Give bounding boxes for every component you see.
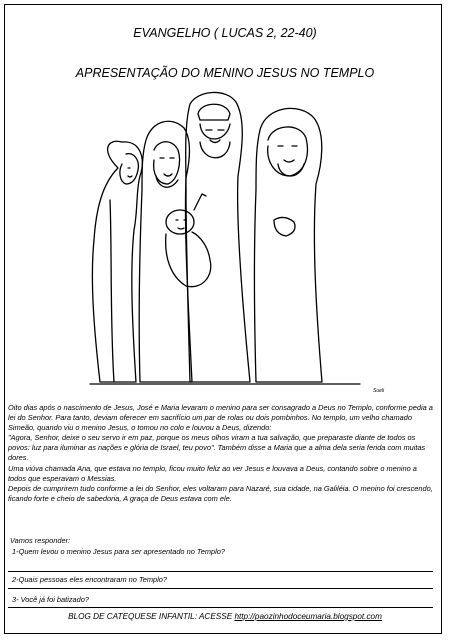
- mary-figure: [92, 141, 142, 382]
- presentation-illustration: [60, 80, 390, 402]
- footer-text: BLOG DE CATEQUESE INFANTIL: ACESSE: [68, 612, 235, 621]
- page-title: APRESENTAÇÃO DO MENINO JESUS NO TEMPLO: [75, 66, 375, 80]
- story-paragraph: Depois de cumprirem tudo conforme a lei do Senhor, eles voltaram para Nazaré, sua cidade, na Galiléia. O menino foi crescendo, ficando forte e cheio de sabedoria, A graça de Deus estava com ele.: [8, 483, 433, 503]
- question-3: 3- Você já foi batizado?: [12, 595, 89, 604]
- artist-signature: Sueli: [373, 388, 385, 394]
- anna-figure: [255, 108, 323, 382]
- questions-heading: Vamos responder:: [10, 536, 71, 545]
- baby-jesus-figure: [166, 194, 211, 287]
- blog-link[interactable]: http://paozinhodoceumaria.blogspot.com: [234, 612, 382, 621]
- question-1: 1-Quem levou o menino Jesus para ser apresentado no Templo?: [12, 547, 225, 556]
- answer-line-3[interactable]: [8, 607, 433, 608]
- story-paragraph: Oito dias após o nascimento de Jesus, José e Maria levaram o menino para ser consagrado a Deus no Templo, conforme pedia a lei do Senhor. Para tanto, deviam oferecer em sacrifício um par de rolas ou dois pombinhos. No templo, um velho chamado Simeão, quando viu o menino Jesus, o tomou no colo e louvou a Deus, dizendo:: [8, 403, 433, 433]
- story-text: [8, 403, 436, 504]
- blog-footer: [0, 612, 450, 621]
- story-paragraph: Uma viúva chamada Ana, que estava no templo, ficou muito feliz ao ver Jesus e louvava a Deus, contando sobre o menino a todos que esperavam o Messias.: [8, 463, 417, 483]
- answer-line-2[interactable]: [8, 588, 433, 589]
- simeon-figure: [186, 92, 250, 382]
- question-2: 2-Quais pessoas eles encontraram no Templo?: [12, 575, 168, 584]
- answer-line-1[interactable]: [8, 571, 433, 572]
- gospel-reference: EVANGELHO ( LUCAS 2, 22-40): [133, 26, 317, 40]
- story-paragraph: "Agora, Senhor, deixe o seu servo ir em paz, porque os meus olhos viram a tua salvação, que preparaste diante de todos os povos: luz para iluminar as nações e glória de Israel, teu povo". Também disse a Maria que a alma dela seria ferida com muitas dores.: [8, 433, 426, 463]
